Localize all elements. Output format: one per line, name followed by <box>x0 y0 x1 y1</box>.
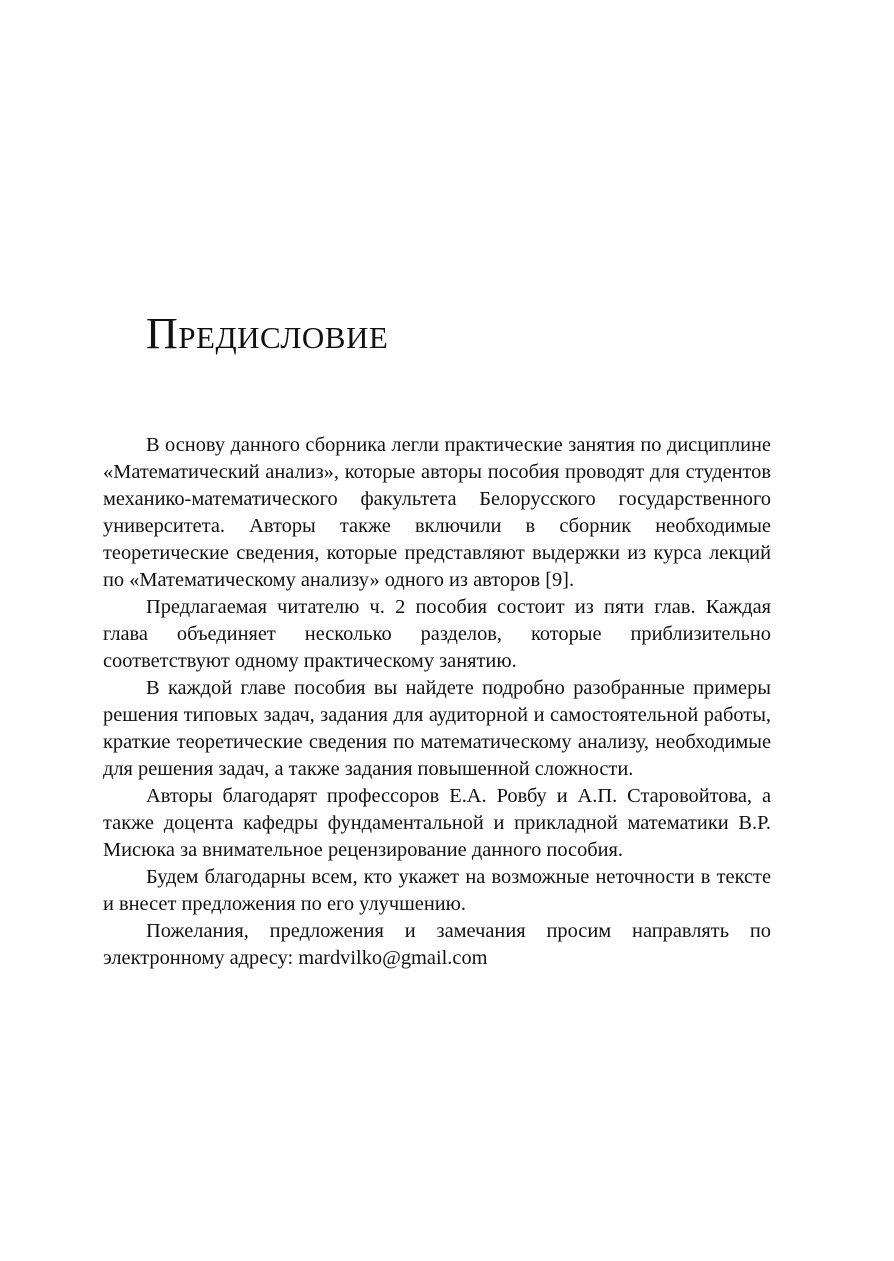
preface-body <box>103 432 771 972</box>
paragraph-contact: Пожелания, предложения и замечания просим направлять по электронному адресу: mardvilko@gmail.com <box>103 920 771 969</box>
paragraph-structure: Предлагаемая читателю ч. 2 пособия состоит из пяти глав. Каждая глава объединяет несколько разделов, которые приблизительно соответствуют одному практическому занятию. <box>103 596 771 672</box>
paragraph-acknowledgements: Авторы благодарят профессоров Е.А. Ровбу и А.П. Старовойтова, а также доцента кафедры фундаментальной и прикладной математики В.Р. Мисюка за внимательное рецензирование данного пособия. <box>103 785 771 861</box>
paragraph-feedback: Будем благодарны всем, кто укажет на возможные неточности в тексте и внесет предложения по его улучшению. <box>103 866 771 915</box>
paragraph-contents: В каждой главе пособия вы найдете подробно разобранные примеры решения типовых задач, задания для аудиторной и самостоятельной работы, краткие теоретические сведения по математическому анализу, необходимые для решения задач, а также задания повышенной сложности. <box>103 677 771 780</box>
page-title: Предисловие <box>146 309 389 358</box>
paragraph-intro: В основу данного сборника легли практические занятия по дисциплине «Математический анализ», которые авторы пособия проводят для студентов механико-математического факультета Белорусского государственного университета. Авторы также включили в сборник необходимые теоретические сведения, которые представляют выдержки из курса лекций по «Математическому анализу» одного из авторов [9]. <box>103 434 771 591</box>
